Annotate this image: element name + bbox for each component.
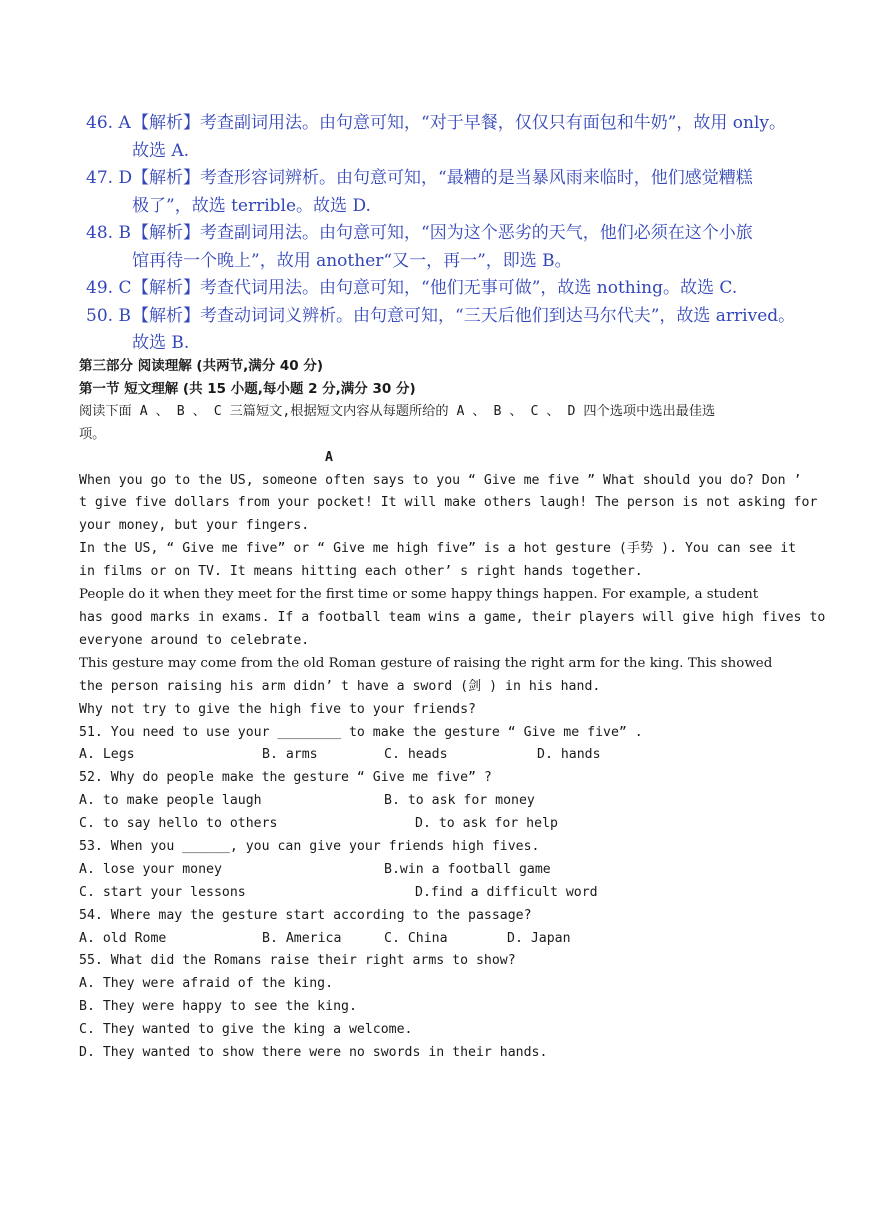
question-55: 55. What did the Romans raise their right arms to show?: [79, 953, 516, 969]
passage-line: This gesture may come from the old Roman gesture of raising the right arm for the king. This showed: [79, 655, 773, 671]
reading-section: [79, 355, 826, 1065]
answer-analysis-block: [86, 110, 826, 358]
answer-item-46: [86, 110, 826, 165]
answer-explanation: 【解析】考查动词词义辨析。由句意可知，“三天后他们到达马尔代夫”，故选 arrived。: [132, 305, 796, 326]
option-c: C. heads: [384, 747, 448, 763]
options-52-row2: [79, 813, 799, 836]
answer-item-49: [86, 275, 826, 303]
option-a: A. They were afraid of the king.: [79, 976, 334, 992]
option-b: B. America: [262, 930, 342, 946]
option-b: B. to ask for money: [384, 793, 535, 809]
option-d: D.find a difficult word: [415, 884, 598, 900]
option-a: A. old Rome: [79, 930, 167, 946]
passage-line: Why not try to give the high five to your friends?: [79, 701, 476, 717]
question-51: 51. You need to use your ________ to make the gesture “ Give me five” .: [79, 724, 643, 740]
question-54: 54. Where may the gesture start according to the passage?: [79, 907, 532, 923]
answer-explanation: 【解析】考查代词用法。由句意可知，“他们无事可做”，故选 nothing。故选 C.: [132, 278, 738, 298]
option-a: A. Legs: [79, 747, 135, 763]
answer-number: 47. D: [86, 168, 133, 188]
answer-explanation: 【解析】考查副词用法。由句意可知，“因为这个恶劣的天气，他们必须在这个小旅: [132, 223, 753, 243]
part-title: 第三部分 阅读理解 (共两节,满分 40 分): [79, 358, 324, 374]
answer-explanation: 【解析】考查副词用法。由句意可知，“对于早餐，仅仅只有面包和牛奶”，故用 only。: [132, 113, 787, 133]
answer-item-50: [86, 303, 826, 358]
option-c: C. start your lessons: [79, 884, 246, 900]
passage-line: the person raising his arm didn’ t have a sword (剑 ) in his hand.: [79, 678, 601, 694]
answer-item-48: [86, 220, 826, 275]
option-a: A. lose your money: [79, 861, 222, 877]
answer-explanation: 【解析】考查形容词辨析。由句意可知，“最糟的是当暴风雨来临时，他们感觉糟糕: [132, 168, 753, 188]
options-54: [79, 928, 799, 951]
passage-line: has good marks in exams. If a football team wins a game, their players will give high fives to: [79, 609, 826, 625]
answer-number: 48. B: [86, 223, 131, 243]
passage-line: In the US, “ Give me five” or “ Give me high five” is a hot gesture (手势 ). You can see it: [79, 541, 797, 557]
instruction-line: 阅读下面 A 、 B 、 C 三篇短文,根据短文内容从每题所给的 A 、 B 、 C 、 D 四个选项中选出最佳选: [79, 403, 716, 419]
passage-label: A: [325, 449, 333, 465]
answer-explanation-cont: 极了”，故选 terrible。故选 D.: [132, 195, 371, 216]
answer-number: 46. A: [86, 113, 131, 133]
question-53: 53. When you ______, you can give your friends high fives.: [79, 838, 540, 854]
passage-line: your money, but your fingers.: [79, 518, 310, 534]
option-c: C. China: [384, 930, 448, 946]
options-51: [79, 744, 799, 767]
options-53-row1: [79, 859, 799, 882]
option-d: D. hands: [537, 747, 601, 763]
passage-line: When you go to the US, someone often says to you “ Give me five ” What should you do? Don ’: [79, 472, 802, 488]
option-b: B. They were happy to see the king.: [79, 999, 357, 1015]
option-b: B.win a football game: [384, 861, 551, 877]
option-d: D. Japan: [507, 930, 571, 946]
option-b: B. arms: [262, 747, 318, 763]
option-a: A. to make people laugh: [79, 793, 262, 809]
passage-line: everyone around to celebrate.: [79, 632, 310, 648]
answer-item-47: [86, 165, 826, 220]
passage-line: People do it when they meet for the first time or some happy things happen. For example, a student: [79, 587, 759, 603]
answer-explanation-cont: 故选 B.: [132, 333, 190, 353]
options-53-row2: [79, 882, 799, 905]
passage-line: in films or on TV. It means hitting each other’ s right hands together.: [79, 564, 643, 580]
answer-explanation-cont: 故选 A.: [132, 140, 190, 161]
answer-number: 49. C: [86, 278, 132, 298]
answer-explanation-cont: 馆再待一个晚上”，故用 another“又一，再一”，即选 B。: [132, 250, 572, 271]
option-d: D. They wanted to show there were no swords in their hands.: [79, 1045, 548, 1061]
question-52: 52. Why do people make the gesture “ Give me five” ?: [79, 770, 492, 786]
option-c: C. They wanted to give the king a welcome.: [79, 1022, 413, 1038]
passage-line: t give five dollars from your pocket! It will make others laugh! The person is not asking for: [79, 495, 818, 511]
option-d: D. to ask for help: [415, 816, 558, 832]
options-52-row1: [79, 790, 799, 813]
option-c: C. to say hello to others: [79, 816, 278, 832]
instruction-line: 项。: [79, 426, 106, 442]
section-title: 第一节 短文理解 (共 15 小题,每小题 2 分,满分 30 分): [79, 380, 416, 397]
answer-number: 50. B: [86, 305, 131, 326]
